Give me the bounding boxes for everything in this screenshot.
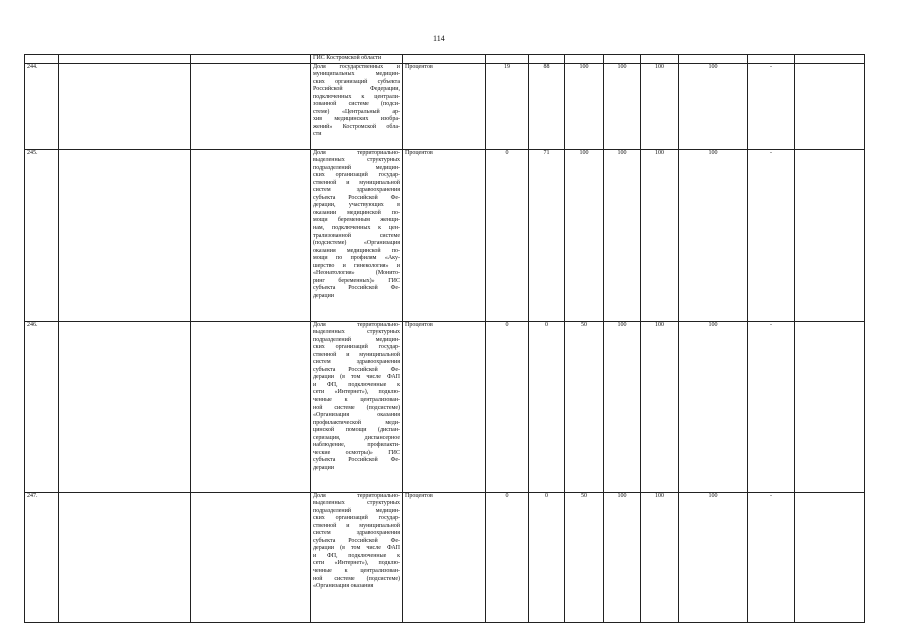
description-line: зованной системе (подси- bbox=[313, 101, 400, 108]
unit-cell: Процентов bbox=[403, 149, 486, 321]
empty-cell bbox=[795, 149, 865, 321]
description-line: выделенных структурных bbox=[313, 500, 400, 507]
description-line: ских организаций государ- bbox=[313, 172, 400, 179]
value-cell: 88 bbox=[529, 63, 565, 149]
page-number: 114 bbox=[433, 34, 445, 43]
description-line: систем здравоохранения bbox=[313, 530, 400, 537]
description-line: ной системе (подсистеме) bbox=[313, 404, 400, 411]
value-cell: - bbox=[748, 492, 795, 622]
table-continuation-row bbox=[25, 55, 865, 64]
description-line: ственной и муниципальной bbox=[313, 522, 400, 529]
description-line: сти bbox=[313, 131, 322, 138]
description-line: жений» Костромской обла- bbox=[313, 123, 400, 130]
description-line: муниципальных медицин- bbox=[313, 71, 400, 78]
description-line: Доля территориально- bbox=[313, 492, 400, 499]
value-cell: 100 bbox=[641, 492, 679, 622]
description-line: систем здравоохранения bbox=[313, 187, 400, 194]
value-cell: 19 bbox=[486, 63, 529, 149]
row-number: 247. bbox=[25, 492, 59, 622]
description-line: цинской помощи (диспан- bbox=[313, 427, 400, 434]
unit-cell: Процентов bbox=[403, 492, 486, 622]
description-line: стеме) «Центральный ар- bbox=[313, 108, 400, 115]
value-cell: 100 bbox=[679, 63, 748, 149]
description-line: «Организация оказания bbox=[313, 412, 400, 419]
description-line: ственной и муниципальной bbox=[313, 179, 400, 186]
row-number: 244. bbox=[25, 63, 59, 149]
value-cell: 0 bbox=[486, 321, 529, 492]
table-row bbox=[25, 321, 865, 492]
value-cell: 0 bbox=[529, 492, 565, 622]
table-row bbox=[25, 63, 865, 149]
description-line: ченные к централизован- bbox=[313, 568, 400, 575]
description-line: «Организация оказания bbox=[313, 583, 374, 590]
empty-cell bbox=[59, 492, 191, 622]
empty-cell bbox=[795, 492, 865, 622]
description-line: субъекта Российской Фе- bbox=[313, 285, 400, 292]
empty-cell bbox=[191, 321, 311, 492]
empty-cell bbox=[795, 63, 865, 149]
description-line: сети «Интернет»), подклю- bbox=[313, 389, 400, 396]
unit-cell: Процентов bbox=[403, 321, 486, 492]
description-line: наблюдение, профилакти- bbox=[313, 442, 400, 449]
description-line: систем здравоохранения bbox=[313, 359, 400, 366]
row-number: 245. bbox=[25, 149, 59, 321]
description-line: «Неонатология» (Монито- bbox=[313, 270, 400, 277]
value-cell: 100 bbox=[604, 63, 641, 149]
description-line: сети «Интернет»), подклю- bbox=[313, 560, 400, 567]
description-line: дерации (в том числе ФАП bbox=[313, 545, 400, 552]
value-cell: 100 bbox=[641, 321, 679, 492]
description-line: оказания медицинской по- bbox=[313, 247, 400, 254]
description-line: хив медицинских изобра- bbox=[313, 116, 400, 123]
value-cell: 50 bbox=[565, 492, 604, 622]
value-cell: - bbox=[748, 321, 795, 492]
description-line: ринг беременных)» ГИС bbox=[313, 277, 400, 284]
description-line: субъекта Российской Фе- bbox=[313, 537, 400, 544]
unit-cell: Процентов bbox=[403, 63, 486, 149]
table-row bbox=[25, 149, 865, 321]
description-line: и ФП, подключенные к bbox=[313, 381, 400, 388]
value-cell: 100 bbox=[604, 492, 641, 622]
table-row bbox=[25, 492, 865, 622]
value-cell: 100 bbox=[565, 149, 604, 321]
empty-cell bbox=[191, 492, 311, 622]
description-line: дерации, участвующих в bbox=[313, 202, 400, 209]
description-line: серизация, диспансерное bbox=[313, 434, 400, 441]
value-cell: 100 bbox=[641, 63, 679, 149]
description-line: ских организаций государ- bbox=[313, 344, 400, 351]
value-cell: 100 bbox=[679, 149, 748, 321]
value-cell: 0 bbox=[486, 492, 529, 622]
description-line: подключенных к централи- bbox=[313, 93, 400, 100]
value-cell: 100 bbox=[604, 321, 641, 492]
indicator-description bbox=[311, 321, 403, 492]
empty-cell bbox=[191, 149, 311, 321]
description-line: выделенных структурных bbox=[313, 329, 400, 336]
description-line: ских организаций государ- bbox=[313, 515, 400, 522]
value-cell: - bbox=[748, 149, 795, 321]
description-line: ственной и муниципальной bbox=[313, 351, 400, 358]
value-cell: 100 bbox=[604, 149, 641, 321]
description-line: и ФП, подключенные к bbox=[313, 552, 400, 559]
description-line: Доля территориально- bbox=[313, 149, 400, 156]
description-line: оказании медицинской по- bbox=[313, 209, 400, 216]
value-cell: 100 bbox=[679, 321, 748, 492]
empty-cell bbox=[59, 149, 191, 321]
description-line: подразделений медицин- bbox=[313, 336, 400, 343]
description-line: шерство и гинекология» и bbox=[313, 262, 400, 269]
description-line: ских организаций субъекта bbox=[313, 78, 400, 85]
empty-cell bbox=[59, 63, 191, 149]
empty-cell bbox=[795, 321, 865, 492]
description-line: (подсистеме) «Организация bbox=[313, 240, 400, 247]
description-line: ческие осмотры)» ГИС bbox=[313, 449, 400, 456]
description-line: Доля государственных и bbox=[313, 63, 400, 70]
description-line: субъекта Российской Фе- bbox=[313, 194, 400, 201]
description-line: трализованной системе bbox=[313, 232, 400, 239]
value-cell: 100 bbox=[565, 63, 604, 149]
value-cell: 71 bbox=[529, 149, 565, 321]
indicators-table bbox=[24, 54, 865, 623]
row-number: 246. bbox=[25, 321, 59, 492]
description-line: мощи по профилям «Аку- bbox=[313, 255, 400, 262]
continuation-text: ГИС Костромской области bbox=[311, 55, 403, 64]
value-cell: - bbox=[748, 63, 795, 149]
description-line: дерации (в том числе ФАП bbox=[313, 374, 400, 381]
indicator-description bbox=[311, 149, 403, 321]
description-line: нам, подключенных к цен- bbox=[313, 225, 400, 232]
description-line: мощи беременным женщи- bbox=[313, 217, 400, 224]
description-line: ченные к централизован- bbox=[313, 397, 400, 404]
value-cell: 0 bbox=[529, 321, 565, 492]
indicator-description bbox=[311, 63, 403, 149]
description-line: профилактической меди- bbox=[313, 419, 400, 426]
description-line: субъекта Российской Фе- bbox=[313, 366, 400, 373]
description-line: подразделений медицин- bbox=[313, 164, 400, 171]
description-line: выделенных структурных bbox=[313, 157, 400, 164]
description-line: Российской Федерации, bbox=[313, 86, 400, 93]
empty-cell bbox=[59, 321, 191, 492]
description-line: ной системе (подсистеме) bbox=[313, 575, 400, 582]
empty-cell bbox=[191, 63, 311, 149]
value-cell: 0 bbox=[486, 149, 529, 321]
indicator-description bbox=[311, 492, 403, 622]
table-body bbox=[25, 63, 865, 622]
description-line: Доля территориально- bbox=[313, 321, 400, 328]
description-line: дерации bbox=[313, 464, 335, 471]
value-cell: 100 bbox=[641, 149, 679, 321]
description-line: субъекта Российской Фе- bbox=[313, 457, 400, 464]
description-line: дерации bbox=[313, 292, 335, 299]
value-cell: 50 bbox=[565, 321, 604, 492]
value-cell: 100 bbox=[679, 492, 748, 622]
description-line: подразделений медицин- bbox=[313, 507, 400, 514]
